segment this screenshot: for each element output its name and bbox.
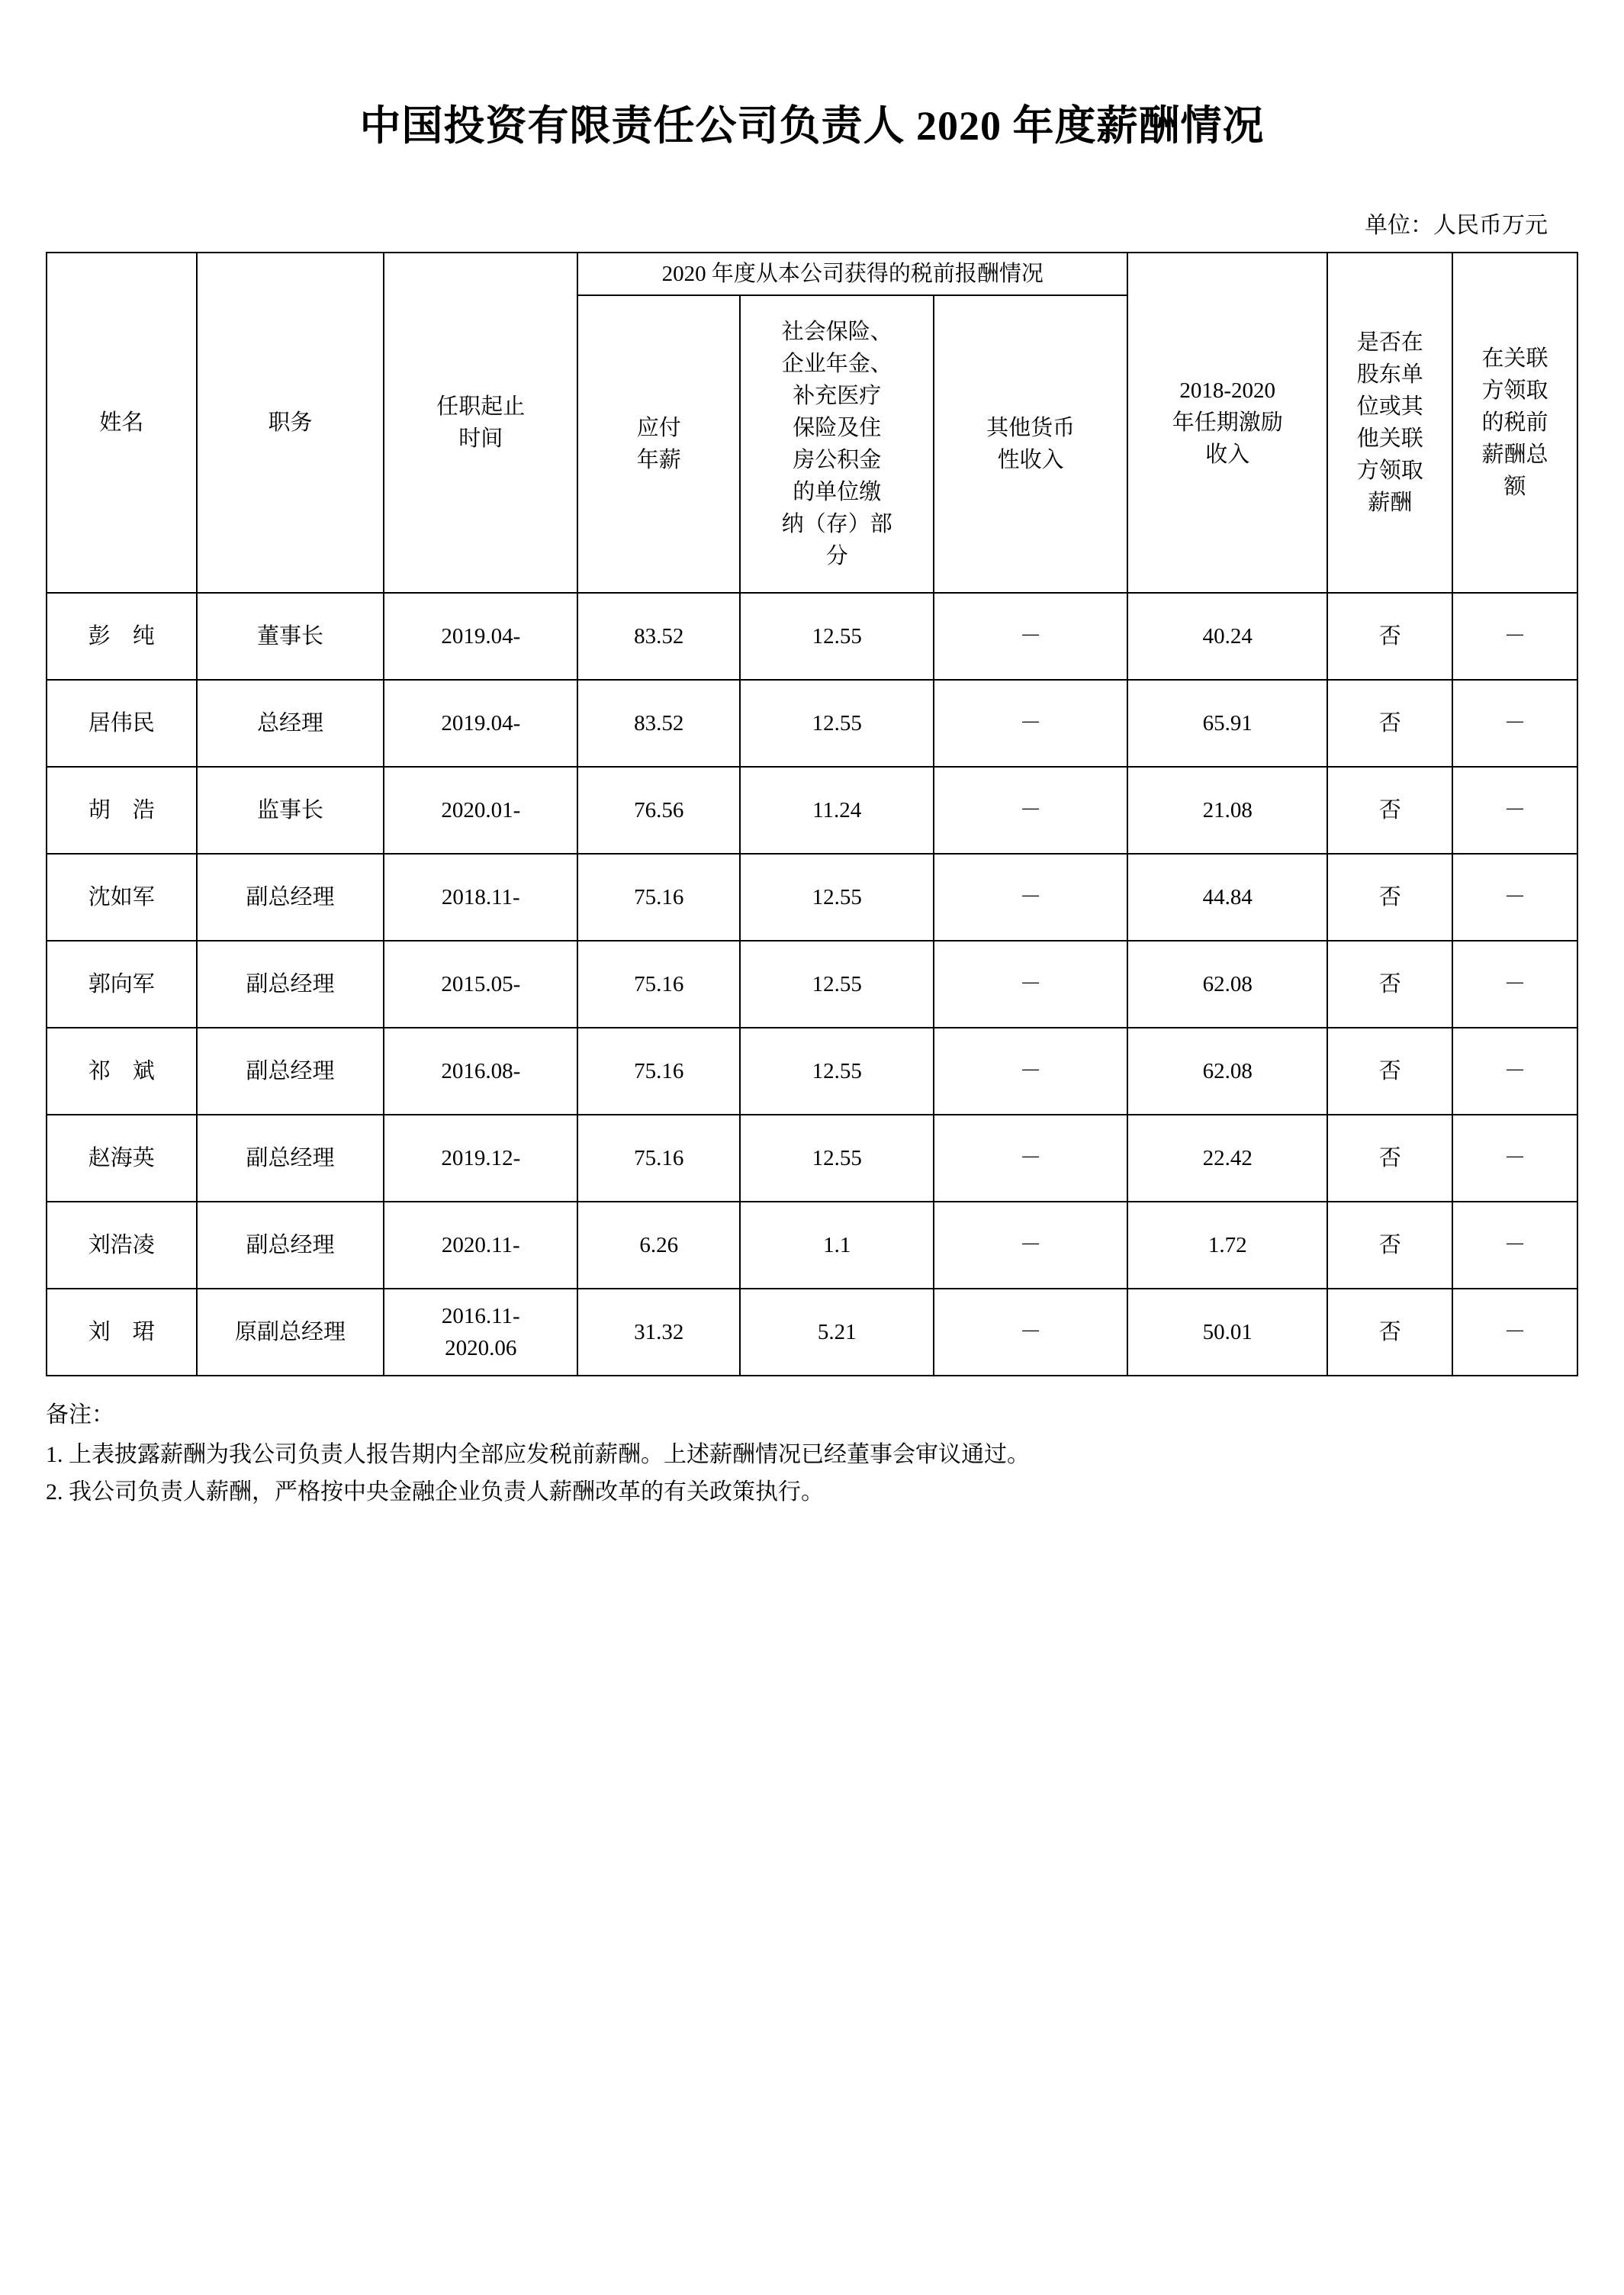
cell-related-total: －: [1452, 1202, 1577, 1289]
cell-position: 副总经理: [197, 854, 384, 941]
cell-annual-pay: 83.52: [577, 680, 740, 767]
cell-incentive: 1.72: [1127, 1202, 1327, 1289]
table-row: [47, 854, 1577, 941]
cell-period: 2016.08-: [384, 1028, 577, 1115]
cell-from-shareholder: 否: [1327, 1115, 1452, 1202]
cell-related-total: －: [1452, 1028, 1577, 1115]
unit-label: 单位：人民币万元: [1365, 213, 1548, 239]
col-header-pretax-group: 2020 年度从本公司获得的税前报酬情况: [577, 253, 1127, 295]
cell-position: 总经理: [197, 680, 384, 767]
table-row: [47, 593, 1577, 680]
col-header-insurance: 社会保险、 企业年金、 补充医疗 保险及住 房公积金 的单位缴 纳（存）部 分: [740, 295, 934, 593]
cell-related-total: －: [1452, 593, 1577, 680]
cell-insurance: 12.55: [740, 1115, 934, 1202]
cell-position: 副总经理: [197, 1028, 384, 1115]
table-row: [47, 1289, 1577, 1376]
cell-incentive: 40.24: [1127, 593, 1327, 680]
cell-period: 2015.05-: [384, 941, 577, 1028]
table-body: [47, 593, 1577, 1376]
table-row: [47, 767, 1577, 854]
table-row: [47, 1202, 1577, 1289]
table-row: [47, 1028, 1577, 1115]
cell-insurance: 11.24: [740, 767, 934, 854]
cell-position: 原副总经理: [197, 1289, 384, 1376]
cell-incentive: 62.08: [1127, 1028, 1327, 1115]
cell-period: 2020.11-: [384, 1202, 577, 1289]
notes-heading: 备注：: [46, 1402, 114, 1428]
cell-insurance: 12.55: [740, 593, 934, 680]
cell-from-shareholder: 否: [1327, 1028, 1452, 1115]
notes-section: [46, 1396, 1578, 1511]
cell-related-total: －: [1452, 767, 1577, 854]
cell-name: 居伟民: [47, 680, 197, 767]
note-item-1: 1. 上表披露薪酬为我公司负责人报告期内全部应发税前薪酬。上述薪酬情况已经董事会审议通过。: [46, 1441, 1030, 1467]
cell-from-shareholder: 否: [1327, 1289, 1452, 1376]
table-header-row-1: [47, 253, 1577, 295]
cell-annual-pay: 6.26: [577, 1202, 740, 1289]
cell-related-total: －: [1452, 680, 1577, 767]
cell-other-income: －: [934, 1202, 1127, 1289]
cell-other-income: －: [934, 1115, 1127, 1202]
cell-incentive: 44.84: [1127, 854, 1327, 941]
col-header-related-total: 在关联 方领取 的税前 薪酬总 额: [1452, 253, 1577, 593]
cell-position: 监事长: [197, 767, 384, 854]
cell-insurance: 1.1: [740, 1202, 934, 1289]
cell-from-shareholder: 否: [1327, 854, 1452, 941]
cell-other-income: －: [934, 767, 1127, 854]
cell-position: 董事长: [197, 593, 384, 680]
cell-name: 郭向军: [47, 941, 197, 1028]
cell-related-total: －: [1452, 1289, 1577, 1376]
cell-insurance: 12.55: [740, 854, 934, 941]
cell-other-income: －: [934, 680, 1127, 767]
cell-from-shareholder: 否: [1327, 941, 1452, 1028]
cell-name: 彭 纯: [47, 593, 197, 680]
cell-annual-pay: 75.16: [577, 854, 740, 941]
salary-table: [46, 252, 1578, 1376]
table-row: [47, 941, 1577, 1028]
cell-incentive: 62.08: [1127, 941, 1327, 1028]
cell-annual-pay: 75.16: [577, 1028, 740, 1115]
cell-position: 副总经理: [197, 1115, 384, 1202]
cell-insurance: 12.55: [740, 941, 934, 1028]
cell-insurance: 12.55: [740, 680, 934, 767]
col-header-name: 姓名: [47, 253, 197, 593]
note-item-2: 2. 我公司负责人薪酬，严格按中央金融企业负责人薪酬改革的有关政策执行。: [46, 1479, 824, 1505]
cell-annual-pay: 31.32: [577, 1289, 740, 1376]
cell-period: 2020.01-: [384, 767, 577, 854]
cell-name: 刘浩凌: [47, 1202, 197, 1289]
table-header: [47, 253, 1577, 593]
col-header-position: 职务: [197, 253, 384, 593]
cell-from-shareholder: 否: [1327, 593, 1452, 680]
cell-other-income: －: [934, 1289, 1127, 1376]
cell-incentive: 65.91: [1127, 680, 1327, 767]
cell-name: 祁 斌: [47, 1028, 197, 1115]
cell-from-shareholder: 否: [1327, 767, 1452, 854]
cell-name: 沈如军: [47, 854, 197, 941]
cell-incentive: 50.01: [1127, 1289, 1327, 1376]
col-header-period: 任职起止 时间: [384, 253, 577, 593]
cell-name: 胡 浩: [47, 767, 197, 854]
cell-period: 2018.11-: [384, 854, 577, 941]
cell-period: 2019.04-: [384, 593, 577, 680]
col-header-incentive: 2018-2020 年任期激励 收入: [1127, 253, 1327, 593]
cell-period: 2019.04-: [384, 680, 577, 767]
page-title: 中国投资有限责任公司负责人 2020 年度薪酬情况: [359, 103, 1265, 149]
col-header-other-income: 其他货币 性收入: [934, 295, 1127, 593]
cell-related-total: －: [1452, 854, 1577, 941]
cell-position: 副总经理: [197, 941, 384, 1028]
cell-related-total: －: [1452, 1115, 1577, 1202]
cell-period: 2019.12-: [384, 1115, 577, 1202]
cell-from-shareholder: 否: [1327, 1202, 1452, 1289]
col-header-annual-pay: 应付 年薪: [577, 295, 740, 593]
cell-other-income: －: [934, 593, 1127, 680]
cell-from-shareholder: 否: [1327, 680, 1452, 767]
cell-insurance: 5.21: [740, 1289, 934, 1376]
cell-period: 2016.11- 2020.06: [384, 1289, 577, 1376]
cell-insurance: 12.55: [740, 1028, 934, 1115]
col-header-from-shareholder: 是否在 股东单 位或其 他关联 方领取 薪酬: [1327, 253, 1452, 593]
cell-annual-pay: 75.16: [577, 1115, 740, 1202]
table-row: [47, 680, 1577, 767]
cell-position: 副总经理: [197, 1202, 384, 1289]
cell-incentive: 22.42: [1127, 1115, 1327, 1202]
cell-other-income: －: [934, 1028, 1127, 1115]
table-row: [47, 1115, 1577, 1202]
cell-incentive: 21.08: [1127, 767, 1327, 854]
cell-other-income: －: [934, 941, 1127, 1028]
cell-annual-pay: 83.52: [577, 593, 740, 680]
cell-name: 赵海英: [47, 1115, 197, 1202]
cell-name: 刘 珺: [47, 1289, 197, 1376]
cell-other-income: －: [934, 854, 1127, 941]
cell-related-total: －: [1452, 941, 1577, 1028]
cell-annual-pay: 75.16: [577, 941, 740, 1028]
cell-annual-pay: 76.56: [577, 767, 740, 854]
